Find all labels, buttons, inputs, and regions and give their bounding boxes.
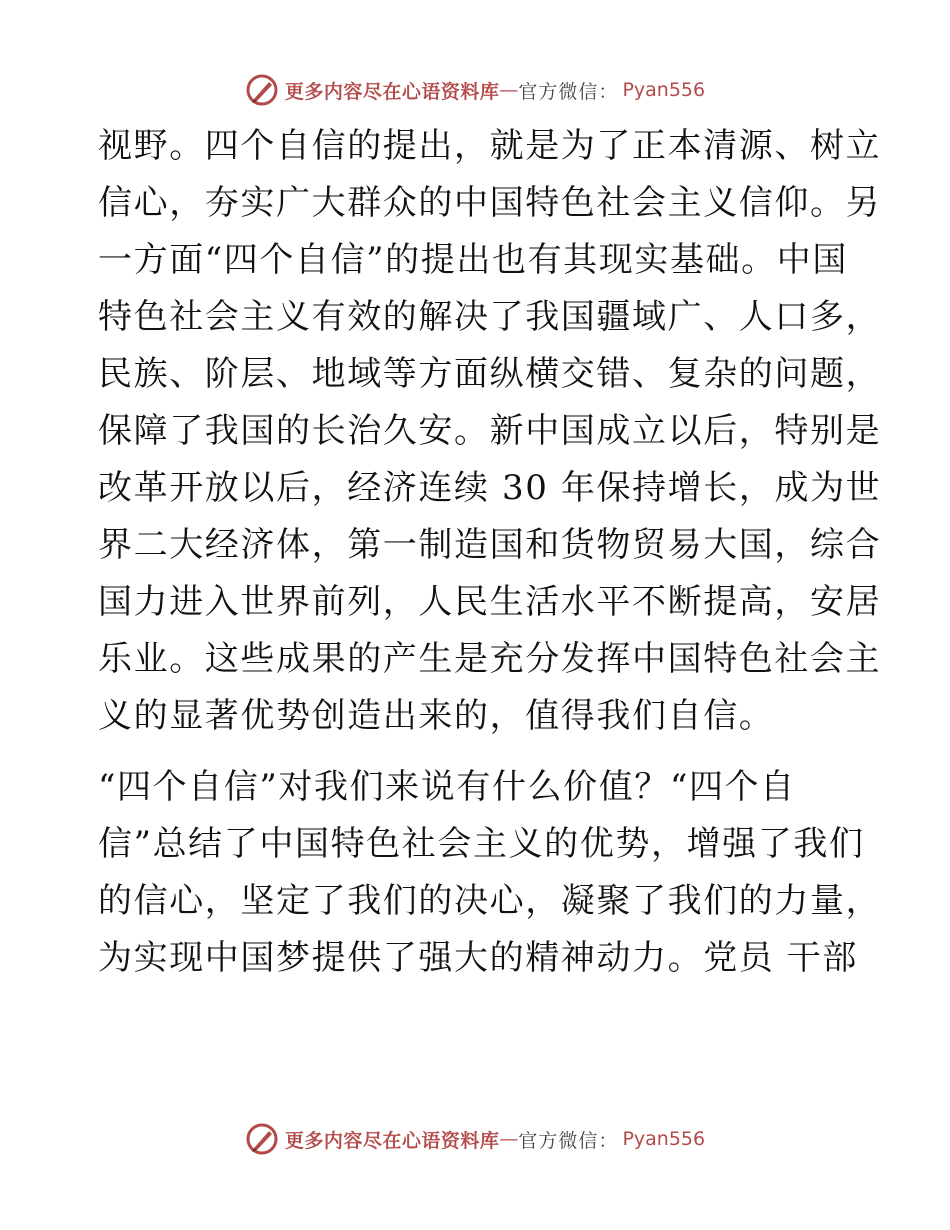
header-wechat-id: Pyan556 bbox=[622, 79, 706, 101]
paragraph-2 bbox=[98, 759, 882, 987]
header-dash: — bbox=[499, 79, 519, 101]
text-line: 的信心，坚定了我们的决心，凝聚了我们的力量， bbox=[98, 881, 882, 921]
paragraph-gap bbox=[98, 745, 858, 759]
text-line: 国力进入世界前列，人民生活水平不断提高，安居 bbox=[98, 582, 882, 622]
header-banner bbox=[0, 70, 950, 110]
footer-wechat-label: 官方微信： bbox=[518, 1129, 619, 1152]
text-line: 乐业。这些成果的产生是充分发挥中国特色社会主 bbox=[98, 639, 882, 679]
text-line: 信心，夯实广大群众的中国特色社会主义信仰。另 bbox=[98, 183, 882, 223]
text-line: 特色社会主义有效的解决了我国疆域广、人口多， bbox=[98, 297, 882, 337]
footer-dash: — bbox=[499, 1128, 519, 1150]
pen-logo-icon bbox=[245, 73, 279, 107]
document-body bbox=[98, 118, 882, 987]
text-line: 保障了我国的长治久安。新中国成立以后，特别是 bbox=[98, 411, 882, 451]
text-line: 一方面“四个自信”的提出也有其现实基础。中国 bbox=[98, 240, 848, 280]
text-line: 义的显著优势创造出来的，值得我们自信。 bbox=[98, 696, 775, 736]
footer-site-name: 更多内容尽在心语资料库 bbox=[284, 1129, 500, 1152]
text-line: 界二大经济体，第一制造国和货物贸易大国，综合 bbox=[98, 525, 882, 565]
footer-banner bbox=[0, 1119, 950, 1159]
text-line: “四个自信”对我们来说有什么价值？“四个自 bbox=[98, 767, 796, 807]
footer-wechat-id: Pyan556 bbox=[622, 1128, 706, 1150]
header-wechat-label: 官方微信： bbox=[518, 80, 619, 103]
text-line: 改革开放以后，经济连续 30 年保持增长，成为世 bbox=[98, 468, 882, 508]
header-site-name: 更多内容尽在心语资料库 bbox=[284, 80, 500, 103]
pen-logo-icon bbox=[245, 1122, 279, 1156]
text-line: 民族、阶层、地域等方面纵横交错、复杂的问题， bbox=[98, 354, 882, 394]
paragraph-1 bbox=[98, 118, 882, 745]
text-line: 视野。四个自信的提出，就是为了正本清源、树立 bbox=[98, 126, 882, 166]
text-line: 为实现中国梦提供了强大的精神动力。党员 干部 bbox=[98, 938, 859, 978]
text-line: 信”总结了中国特色社会主义的优势，增强了我们 bbox=[98, 824, 865, 864]
